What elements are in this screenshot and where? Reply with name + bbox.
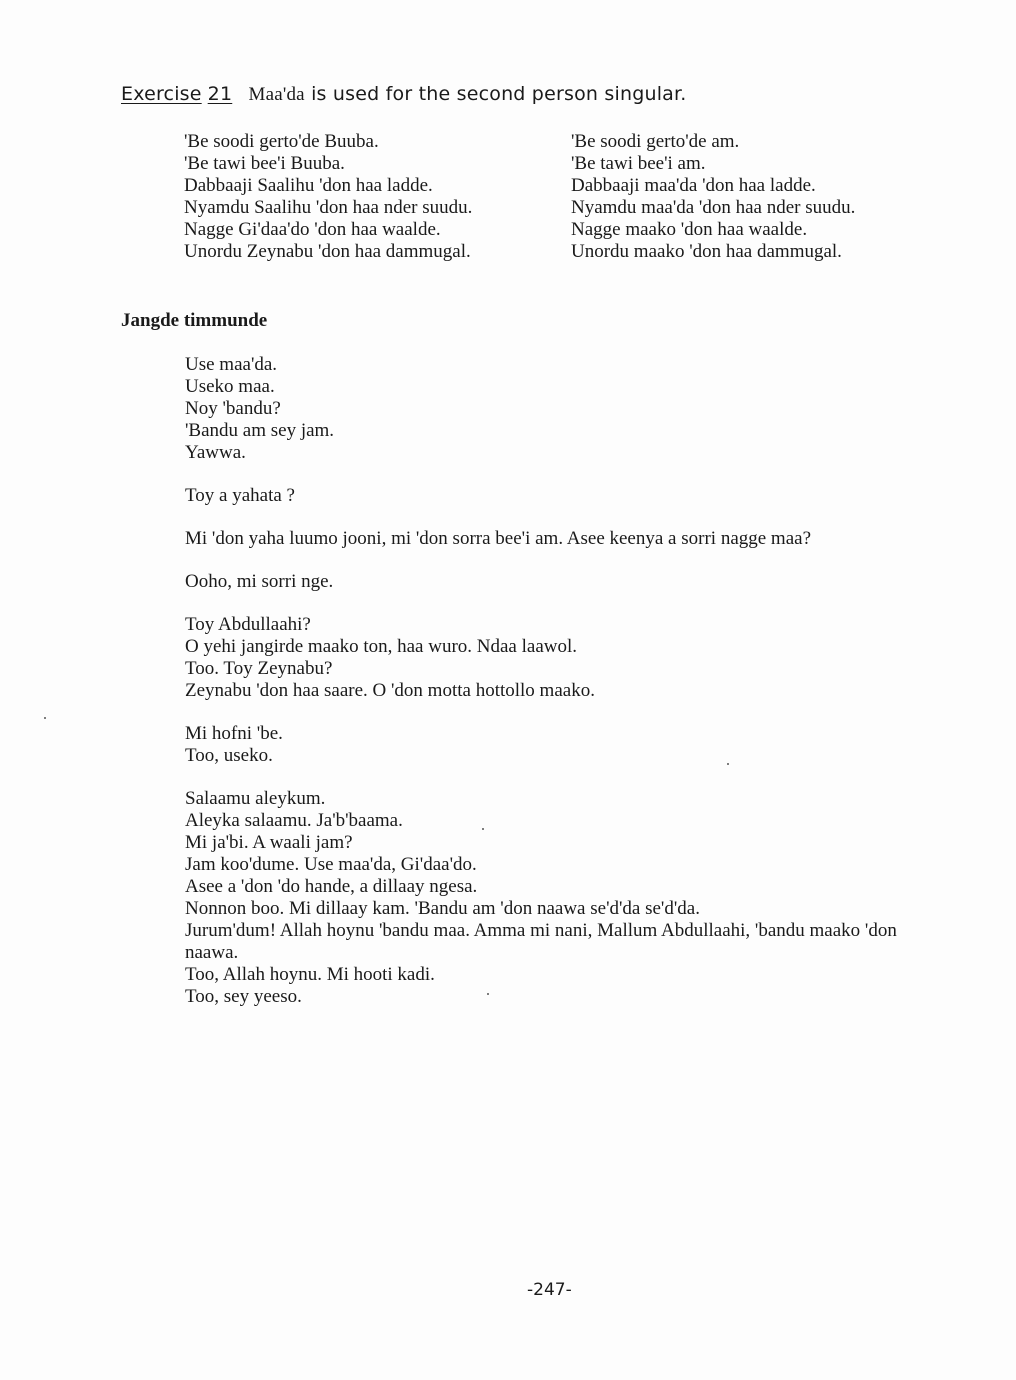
dialogue-line: Jurum'dum! Allah hoynu 'bandu maa. Amma mi nani, Mallum Abdullaahi, 'bandu maako 'don naawa. <box>185 920 897 963</box>
dialogue-line: Aleyka salaamu. Ja'b'baama. <box>185 810 403 831</box>
dialogue-line: Yawwa. <box>185 442 246 463</box>
left-column-line: 'Be tawi bee'i Buuba. <box>184 153 345 174</box>
dialogue-line: Too, Allah hoynu. Mi hooti kadi. <box>185 964 435 985</box>
dialogue-line: Toy a yahata ? <box>185 485 295 506</box>
scan-speck <box>44 717 46 719</box>
right-column-line: Nyamdu maa'da 'don haa nder suudu. <box>571 197 856 218</box>
dialogue-line: Ooho, mi sorri nge. <box>185 571 334 592</box>
dialogue-block-5 <box>185 614 975 702</box>
right-column-line: 'Be soodi gerto'de am. <box>571 131 740 152</box>
dialogue-block-7 <box>185 788 975 1008</box>
dialogue-line: Nonnon boo. Mi dillaay kam. 'Bandu am 'don naawa se'd'da se'd'da. <box>185 898 700 919</box>
left-column-line: 'Be soodi gerto'de Buuba. <box>184 131 379 152</box>
dialogue-line: Jam koo'dume. Use maa'da, Gi'daa'do. <box>185 854 477 875</box>
left-column-line: Nyamdu Saalihu 'don haa nder suudu. <box>184 197 473 218</box>
dialogue-block-1 <box>185 354 975 464</box>
dialogue-line: Too. Toy Zeynabu? <box>185 658 333 679</box>
dialogue-line: O yehi jangirde maako ton, haa wuro. Ndaa laawol. <box>185 636 578 657</box>
dialogue-block-4 <box>185 571 975 593</box>
exercise-number: 21 <box>207 83 233 105</box>
dialogue-line: Mi 'don yaha luumo jooni, mi 'don sorra bee'i am. Asee keenya a sorri nagge maa? <box>185 528 812 549</box>
dialogue-line: Mi hofni 'be. <box>185 723 283 744</box>
left-column <box>184 131 472 263</box>
dialogue-line: Zeynabu 'don haa saare. O 'don motta hottollo maako. <box>185 680 595 701</box>
exercise-heading <box>121 83 687 106</box>
scan-speck <box>482 828 484 830</box>
left-column-line: Nagge Gi'daa'do 'don haa waalde. <box>184 219 441 240</box>
exercise-maada: Maa'da <box>248 84 305 105</box>
dialogue-line: Too, sey yeeso. <box>185 986 302 1007</box>
right-column-line: Dabbaaji maa'da 'don haa ladde. <box>571 175 816 196</box>
left-column-line: Dabbaaji Saalihu 'don haa ladde. <box>184 175 433 196</box>
page-number: -247- <box>527 1280 572 1300</box>
left-column-line: Unordu Zeynabu 'don haa dammugal. <box>184 241 471 262</box>
dialogue-line: Mi ja'bi. A waali jam? <box>185 832 353 853</box>
dialogue <box>185 354 975 1008</box>
right-column-line: 'Be tawi bee'i am. <box>571 153 706 174</box>
dialogue-line: Asee a 'don 'do hande, a dillaay ngesa. <box>185 876 478 897</box>
dialogue-block-3 <box>185 528 975 550</box>
right-column-line: Nagge maako 'don haa waalde. <box>571 219 808 240</box>
scan-speck <box>487 993 489 995</box>
section-title: Jangde timmunde <box>121 310 268 331</box>
dialogue-line: Salaamu aleykum. <box>185 788 326 809</box>
exercise-instruction: is used for the second person singular. <box>311 83 687 105</box>
dialogue-line: Useko maa. <box>185 376 275 397</box>
dialogue-line: Noy 'bandu? <box>185 398 281 419</box>
dialogue-line: Toy Abdullaahi? <box>185 614 311 635</box>
dialogue-line: Too, useko. <box>185 745 273 766</box>
dialogue-line: Use maa'da. <box>185 354 278 375</box>
right-column <box>571 131 855 263</box>
right-column-line: Unordu maako 'don haa dammugal. <box>571 241 842 262</box>
dialogue-line: 'Bandu am sey jam. <box>185 420 335 441</box>
dialogue-block-2 <box>185 485 975 507</box>
scan-speck <box>727 763 729 765</box>
dialogue-block-6 <box>185 723 975 767</box>
exercise-label: Exercise <box>121 83 202 105</box>
